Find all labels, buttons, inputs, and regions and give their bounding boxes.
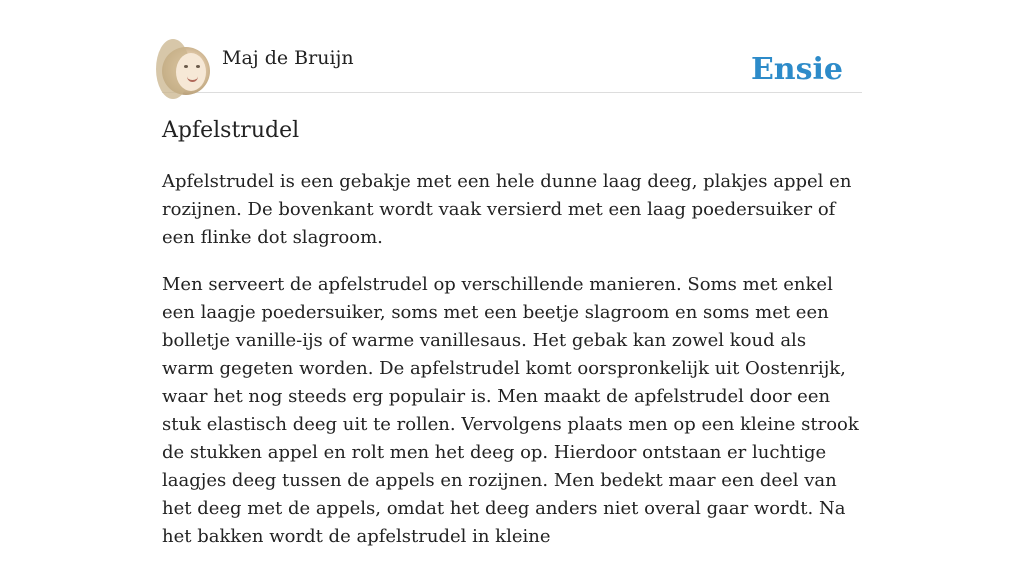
- ensie-logo-link[interactable]: Ensie: [750, 52, 843, 87]
- avatar-face: [176, 53, 206, 91]
- article-paragraph: Apfelstrudel is een gebakje met een hele dunne laag deeg, plakjes appel en rozijnen. De bovenkant wordt vaak versierd met een laag poedersuiker of een flinke dot slagroom.: [162, 171, 852, 248]
- avatar-eye: [184, 65, 188, 68]
- author-name-link[interactable]: Maj de Bruijn: [222, 47, 354, 69]
- author-avatar[interactable]: [162, 47, 210, 95]
- header: [162, 46, 862, 93]
- article-paragraph: Men serveert de apfelstrudel op verschillende manieren. Soms met enkel een laagje poedersuiker, soms met een beetje slagroom en soms met een bolletje vanille-ijs of warme vanillesaus. Het gebak kan zowel koud als warm gegeten worden. De apfelstrudel komt oorspronkelijk uit Oostenrijk, waar het nog steeds erg populair is. Men maakt de apfelstrudel door een stuk elastisch deeg uit te rollen. Vervolgens plaats men op een kleine strook de stukken appel en rolt men het deeg op. Hierdoor ontstaan er luchtige laagjes deeg tussen de appels en rozijnen. Men bedekt maar een deel van het deeg met de appels, omdat het deeg anders niet overal gaar wordt. Na het bakken wordt de apfelstrudel in kleine: [162, 274, 859, 547]
- article-body: [162, 168, 862, 570]
- avatar-eye: [196, 65, 200, 68]
- article-title: Apfelstrudel: [162, 118, 300, 143]
